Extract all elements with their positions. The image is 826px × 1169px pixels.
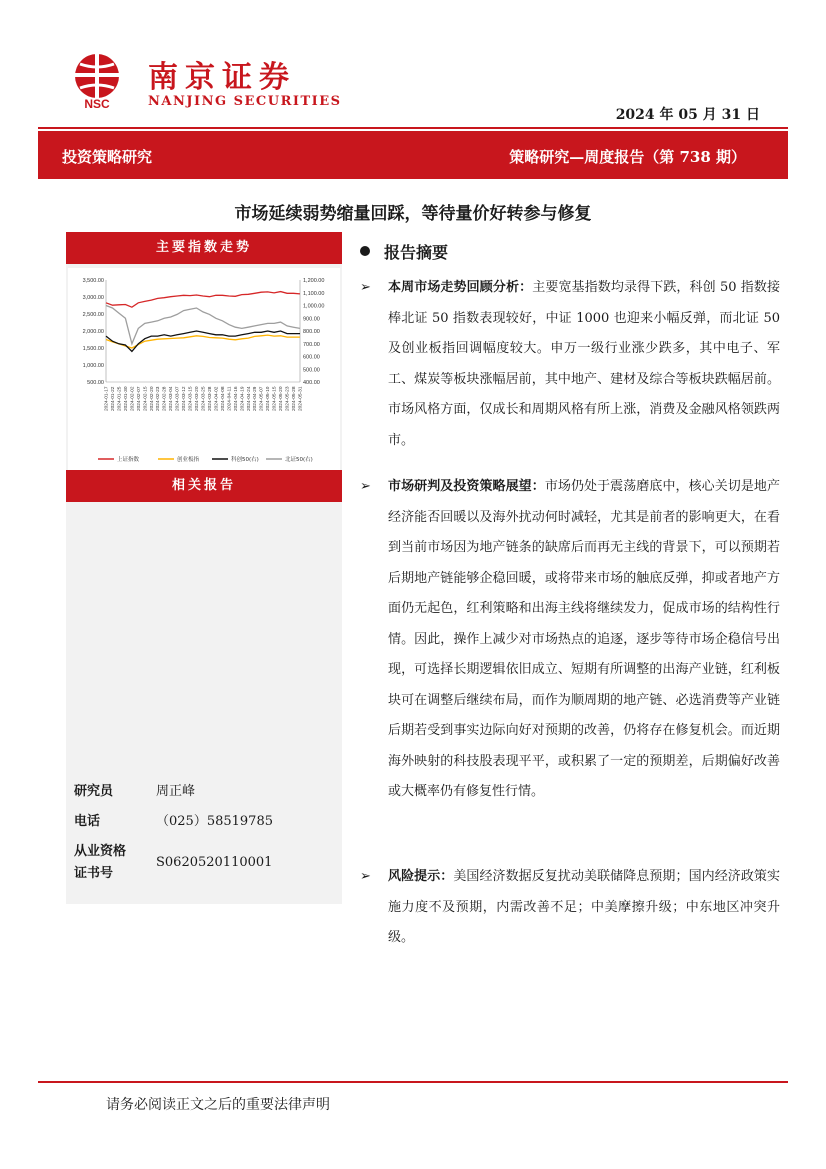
x-tick-label: 2024-03-28: [207, 386, 213, 412]
x-tick-label: 2024-03-25: [201, 386, 207, 412]
arrow-bullet-icon: ➢: [360, 479, 371, 494]
x-tick-label: 2024-05-28: [292, 386, 298, 412]
y-left-tick-label: 3,500.00: [82, 278, 104, 284]
top-divider: [38, 127, 788, 129]
paragraph-label: 市场研判及投资策略展望：: [388, 479, 545, 494]
y-left-tick-label: 500.00: [87, 380, 104, 386]
y-right-tick-label: 800.00: [303, 329, 320, 335]
y-right-tick-label: 1,100.00: [303, 290, 325, 297]
bullet-dot-icon: [360, 246, 370, 256]
brand-name-en: NANJING SECURITIES: [148, 94, 342, 109]
paragraph-label: 本周市场走势回顾分析：: [388, 280, 533, 295]
legend-entry: 创业板指: [177, 457, 200, 463]
y-right-tick-label: 500.00: [303, 367, 320, 374]
footer-divider: [38, 1081, 788, 1083]
y-right-tick-label: 1,200.00: [303, 278, 325, 284]
arrow-bullet-icon: ➢: [360, 280, 371, 295]
abstract-header: [360, 240, 448, 263]
x-tick-label: 2024-05-15: [272, 386, 278, 412]
x-tick-label: 2024-04-11: [227, 386, 233, 411]
x-tick-label: 2024-04-08: [220, 386, 226, 412]
x-tick-label: 2024-03-15: [188, 386, 194, 412]
legal-notice: 请务必阅读正文之后的重要法律声明: [106, 1097, 330, 1113]
report-date: 2024 年 05 月 31 日: [615, 107, 760, 123]
banner-series: 策略研究—周度报告（第 738 期）: [509, 148, 746, 166]
paragraph-label: 风险提示：: [388, 869, 454, 884]
nsc-logo: [66, 52, 128, 110]
x-tick-label: 2024-04-02: [214, 386, 220, 412]
phone-label: 电话: [74, 814, 101, 829]
x-tick-label: 2024-03-20: [195, 386, 201, 412]
x-tick-label: 2024-03-04: [169, 386, 175, 412]
x-tick-label: 2024-05-31: [298, 386, 304, 412]
chart-svg: [66, 266, 342, 474]
x-tick-label: 2024-02-28: [162, 386, 168, 412]
x-tick-label: 2024-02-07: [136, 386, 142, 412]
logo-text: NSC: [84, 97, 110, 110]
y-right-tick-label: 400.00: [303, 380, 320, 386]
paragraph-risk-warning: [388, 862, 780, 954]
x-tick-label: 2024-04-29: [253, 386, 259, 412]
x-tick-label: 2024-03-07: [175, 386, 181, 412]
researcher-name: 周正峰: [156, 784, 196, 799]
x-tick-label: 2024-03-12: [182, 386, 188, 412]
y-right-tick-label: 600.00: [303, 354, 320, 361]
cert-label-1: 从业资格: [74, 844, 127, 859]
x-tick-label: 2024-04-16: [233, 386, 239, 412]
y-right-tick-label: 1,000.00: [303, 303, 325, 310]
x-tick-label: 2024-02-15: [143, 386, 149, 412]
paragraph-text: 市场仍处于震荡磨底中，核心关切是地产经济能否回暖以及海外扰动何时减轻，尤其是前者的影响更大，在看到当前市场因为地产链条的缺席后而再无主线的背景下，可以预期若后期地产链能够企稳回暖，或将带来市场的触底反弹，抑或者地产方面仍无起色，红利策略和出海主线将继续发力，促成市场的结构性行情。因此，操作上减少对市场热点的追逐，逐步等待市场企稳信号出现，可选择长期逻辑依旧成立、短期有所调整的出海产业链，红利板块可在调整后继续布局，而作为顺周期的地产链、必选消费等产业链后期若受到事实边际向好对预期的改善，仍将存在修复机会。而近期海外映射的科技股表现平平，或积累了一定的预期差，后期偏好改善或大概率仍有修复性行情。: [388, 479, 780, 799]
x-tick-label: 2024-05-10: [266, 386, 272, 412]
x-tick-label: 2024-02-02: [130, 386, 136, 412]
paragraph-strategy-outlook: [388, 472, 780, 808]
y-right-tick-label: 700.00: [303, 341, 320, 348]
related-reports-header: 相关报告: [66, 470, 342, 502]
x-tick-label: 2024-04-24: [246, 386, 252, 412]
cert-label-2: 证书号: [74, 866, 114, 881]
arrow-bullet-icon: ➢: [360, 869, 371, 884]
y-left-tick-label: 3,000.00: [82, 295, 104, 301]
y-left-tick-label: 2,000.00: [82, 329, 104, 335]
x-tick-label: 2024-02-23: [156, 386, 162, 412]
y-left-tick-label: 1,500.00: [82, 346, 104, 352]
legend-entry: 北证50(右): [285, 457, 313, 463]
y-right-tick-label: 900.00: [303, 316, 320, 323]
legend-entry: 科创50(右): [231, 457, 259, 463]
header-banner: [38, 131, 788, 179]
brand-name-cn: 南京证券: [148, 60, 296, 95]
legend-entry: 上证指数: [117, 457, 140, 463]
paragraph-text: 美国经济数据反复扰动美联储降息预期；国内经济政策实施力度不及预期，内需改善不足；中美摩擦升级；中东地区冲突升级。: [388, 869, 780, 945]
x-tick-label: 2024-05-20: [279, 386, 285, 412]
index-trend-chart: [66, 266, 342, 474]
x-tick-label: 2024-05-23: [285, 386, 291, 412]
x-tick-label: 2024-05-07: [259, 386, 265, 412]
y-left-tick-label: 1,000.00: [82, 363, 104, 369]
x-tick-label: 2024-02-20: [149, 386, 155, 412]
sidebar: [66, 232, 342, 904]
chart-section-header: 主要指数走势: [66, 232, 342, 264]
cert-number: S0620520110001: [156, 855, 273, 870]
x-tick-label: 2024-01-25: [117, 386, 123, 412]
banner-category: 投资策略研究: [62, 148, 153, 166]
researcher-label: 研究员: [74, 784, 114, 799]
abstract-header-text: 报告摘要: [384, 243, 449, 262]
x-tick-label: 2024-01-22: [110, 386, 116, 412]
x-tick-label: 2024-01-30: [123, 386, 129, 412]
report-title: 市场延续弱势缩量回踩，等待量价好转参与修复: [234, 204, 592, 224]
paragraph-text: 主要宽基指数均录得下跌，科创 50 指数接棒北证 50 指数表现较好，中证 1000 也迎来小幅反弹，而北证 50 及创业板指回调幅度较大。申万一级行业涨少跌多，其中电子、军工、煤炭等板块涨幅居前，其中地产、建材及综合等板块跌幅居前。市场风格方面，仅成长和周期风格有所上涨，消费及金融风格领跌两市。: [388, 280, 780, 448]
x-tick-label: 2024-01-17: [104, 386, 110, 412]
paragraph-market-review: [388, 273, 780, 456]
y-left-tick-label: 2,500.00: [82, 312, 104, 318]
phone-value: （025）58519785: [156, 814, 273, 829]
x-tick-label: 2024-04-19: [240, 386, 246, 412]
